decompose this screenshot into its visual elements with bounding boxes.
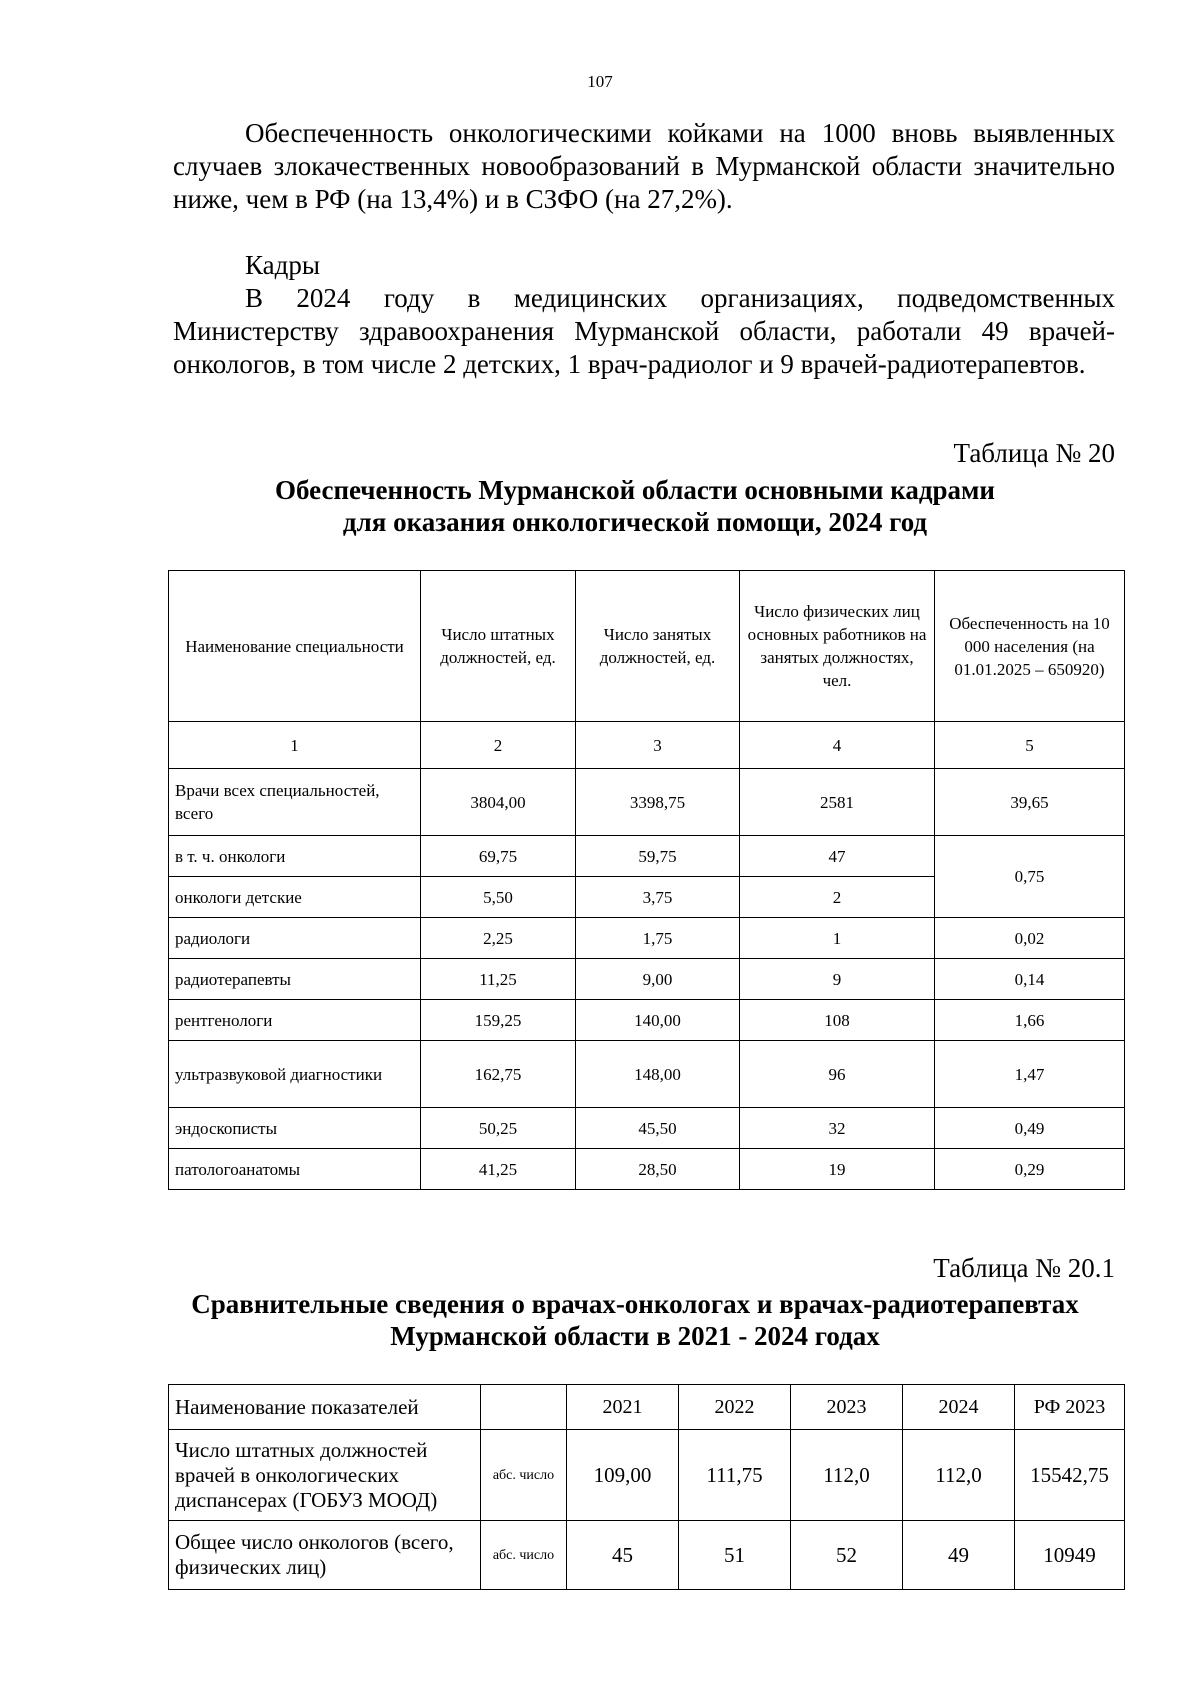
section-heading: [173, 249, 1115, 282]
cell: 50,25: [421, 1108, 576, 1149]
header-cell: 2024: [903, 1385, 1015, 1430]
cell: 3398,75: [576, 769, 740, 836]
table-20-1: [168, 1384, 1125, 1590]
cell: 15542,75: [1015, 1430, 1125, 1521]
header-cell: 2022: [679, 1385, 791, 1430]
table-20-column-number-row: [169, 722, 1125, 769]
cell: 2581: [740, 769, 935, 836]
cell: 1,75: [576, 918, 740, 959]
cell: 2,25: [421, 918, 576, 959]
cell: 0,29: [935, 1149, 1125, 1190]
table-20-1-title: [150, 1288, 1120, 1352]
table-row: [169, 1108, 1125, 1149]
table-row: [169, 1149, 1125, 1190]
table-20-1-number: Таблица № 20.1: [933, 1253, 1115, 1283]
table-20-title-line1: Обеспеченность Мурманской области основными кадрами: [275, 475, 995, 505]
cell: 0,14: [935, 959, 1125, 1000]
header-cell: 2023: [791, 1385, 903, 1430]
header-cell: Число физических лиц основных работников на занятых должностях, чел.: [740, 571, 935, 722]
cell: 51: [679, 1521, 791, 1590]
column-number: 4: [740, 722, 935, 769]
cell: 2: [740, 877, 935, 918]
header-cell: Наименование показателей: [169, 1385, 481, 1430]
row-name: Врачи всех специальностей, всего: [169, 769, 421, 836]
cell: 108: [740, 1000, 935, 1041]
cell: 49: [903, 1521, 1015, 1590]
cell: 162,75: [421, 1041, 576, 1108]
row-name: Общее число онкологов (всего, физических лиц): [169, 1521, 481, 1590]
cell: 1,66: [935, 1000, 1125, 1041]
cell: 10949: [1015, 1521, 1125, 1590]
cell: 11,25: [421, 959, 576, 1000]
table-row: [169, 1041, 1125, 1108]
row-name: Число штатных должностей врачей в онкологических диспансерах (ГОБУЗ МООД): [169, 1430, 481, 1521]
header-cell: Число штатных должностей, ед.: [421, 571, 576, 722]
header-cell: РФ 2023: [1015, 1385, 1125, 1430]
cell: 109,00: [567, 1430, 679, 1521]
merged-cell: 0,75: [935, 836, 1125, 918]
table-20-1-header-row: [169, 1385, 1125, 1430]
column-number: 3: [576, 722, 740, 769]
cell: 9,00: [576, 959, 740, 1000]
table-row: [169, 1430, 1125, 1521]
table-20-1-title-line1: Сравнительные сведения о врачах-онкологах и врачах-радиотерапевтах: [191, 1289, 1079, 1319]
page-number: 107: [587, 72, 613, 91]
table-row: [169, 769, 1125, 836]
table-20-title: [150, 474, 1120, 538]
cell: 0,49: [935, 1108, 1125, 1149]
cell: 59,75: [576, 836, 740, 877]
cell: 9: [740, 959, 935, 1000]
table-row: [169, 1000, 1125, 1041]
cell: 96: [740, 1041, 935, 1108]
cell: 140,00: [576, 1000, 740, 1041]
cell: 45: [567, 1521, 679, 1590]
paragraph-beds-text: Обеспеченность онкологическими койками на 1000 вновь выявленных случаев злокачественных новообразований в Мурманской области значительно ниже, чем в РФ (на 13,4%) и в СЗФО (на 27,2%).: [173, 118, 1115, 214]
cell: 5,50: [421, 877, 576, 918]
cell: 52: [791, 1521, 903, 1590]
table-20: [168, 570, 1125, 1190]
cell: 112,0: [903, 1430, 1015, 1521]
cell: 1,47: [935, 1041, 1125, 1108]
row-name: радиологи: [169, 918, 421, 959]
table-20-1-title-line2: Мурманской области в 2021 - 2024 годах: [390, 1321, 880, 1351]
cell: 148,00: [576, 1041, 740, 1108]
row-name: патологоанатомы: [169, 1149, 421, 1190]
cell: 69,75: [421, 836, 576, 877]
row-name: эндоскописты: [169, 1108, 421, 1149]
cell: 112,0: [791, 1430, 903, 1521]
cell: 28,50: [576, 1149, 740, 1190]
header-cell: Наименование специальности: [169, 571, 421, 722]
row-name: онкологи детские: [169, 877, 421, 918]
cell: 0,02: [935, 918, 1125, 959]
column-number: 5: [935, 722, 1125, 769]
table-row: [169, 836, 1125, 877]
table-20-number: Таблица № 20: [953, 438, 1115, 468]
table-row: [169, 1521, 1125, 1590]
row-name: радиотерапевты: [169, 959, 421, 1000]
column-number: 1: [169, 722, 421, 769]
cell: 45,50: [576, 1108, 740, 1149]
cell: 1: [740, 918, 935, 959]
table-20-title-line2: для оказания онкологической помощи, 2024 год: [342, 507, 928, 537]
header-cell: Число занятых должностей, ед.: [576, 571, 740, 722]
header-cell: Обеспеченность на 10 000 населения (на 01.01.2025 – 650920): [935, 571, 1125, 722]
unit-cell: абс. число: [481, 1430, 567, 1521]
cell: 39,65: [935, 769, 1125, 836]
cell: 3,75: [576, 877, 740, 918]
cell: 32: [740, 1108, 935, 1149]
row-name: ультразвуковой диагностики: [169, 1041, 421, 1108]
header-cell: [481, 1385, 567, 1430]
paragraph-staff: [173, 282, 1115, 381]
cell: 19: [740, 1149, 935, 1190]
table-row: [169, 918, 1125, 959]
cell: 47: [740, 836, 935, 877]
paragraph-staff-text: В 2024 году в медицинских организациях, подведомственных Министерству здравоохранения Мурманской области, работали 49 врачей-онкологов, в том числе 2 детских, 1 врач-радиолог и 9 врачей-радиотерапевтов.: [173, 283, 1115, 379]
row-name: рентгенологи: [169, 1000, 421, 1041]
cell: 111,75: [679, 1430, 791, 1521]
table-20-header-row: [169, 571, 1125, 722]
column-number: 2: [421, 722, 576, 769]
unit-cell: абс. число: [481, 1521, 567, 1590]
table-row: [169, 959, 1125, 1000]
row-name: в т. ч. онкологи: [169, 836, 421, 877]
cell: 3804,00: [421, 769, 576, 836]
section-heading-text: Кадры: [245, 250, 321, 280]
cell: 159,25: [421, 1000, 576, 1041]
cell: 41,25: [421, 1149, 576, 1190]
paragraph-beds: [173, 117, 1115, 216]
header-cell: 2021: [567, 1385, 679, 1430]
